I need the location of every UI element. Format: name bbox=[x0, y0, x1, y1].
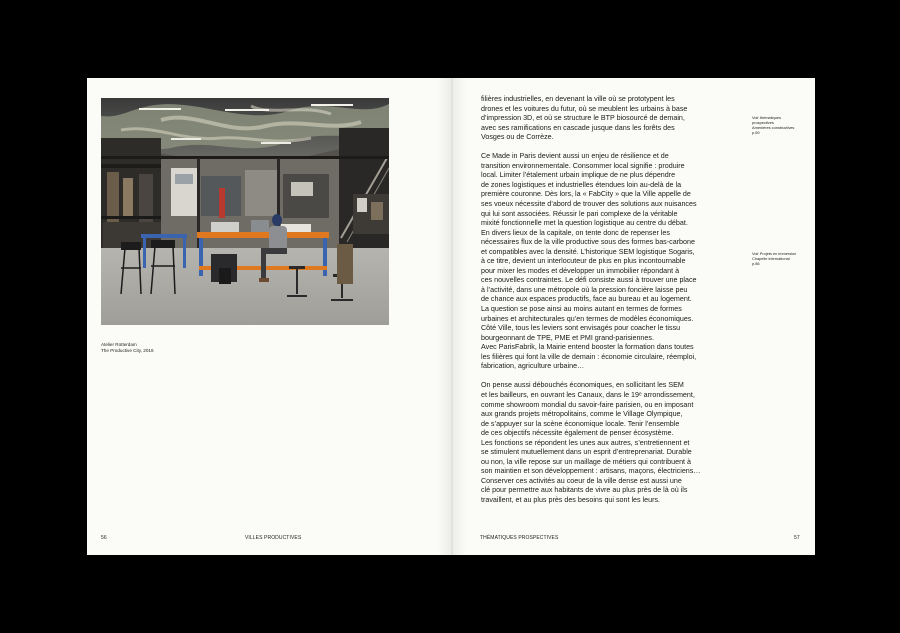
caption-line: The Productive City, 2016 bbox=[101, 348, 154, 353]
caption-line: Atelier Rotterdam bbox=[101, 342, 137, 347]
sidenote-thematiques bbox=[752, 116, 794, 136]
left-folio-number: 56 bbox=[101, 535, 107, 541]
text-line: clé pour permettre aux habitants de vivre au plus près de là où ils bbox=[481, 486, 688, 495]
text-line: se stimulent mutuellement dans un esprit d’entreprenariat. Durable bbox=[481, 448, 692, 457]
text-line: travaillent, et au plus près des besoins qui sont les leurs. bbox=[481, 495, 661, 504]
paragraph-2 bbox=[481, 152, 751, 372]
text-line: d’impression 3D, et où se structure le BTP biosourcé de demain, bbox=[481, 114, 685, 123]
text-line: mixité fonctionnelle met la question logistique au centre du débat. bbox=[481, 219, 688, 228]
left-running-head: VILLES PRODUCTIVES bbox=[245, 535, 302, 541]
text-line: nécessaires flux de la ville productive sous des formes bas-carbone bbox=[481, 238, 695, 247]
text-line: drones et les voitures du futur, où se meublent les urbains à base bbox=[481, 104, 688, 113]
sidenote-line: Voir thématiques bbox=[752, 115, 781, 120]
right-running-head: THÉMATIQUES PROSPECTIVES bbox=[480, 535, 559, 541]
text-line: filières industrielles, en devenant la ville où se prototypent les bbox=[481, 95, 675, 103]
text-line: son maintien et son développement : artisans, maçons, électriciens… bbox=[481, 467, 701, 476]
sidenote-line: p.69 bbox=[752, 129, 760, 135]
text-line: Avec ParisFabrik, la Mairie entend booster la formation dans toutes bbox=[481, 343, 694, 352]
sidenote-line: p.86 bbox=[752, 260, 760, 266]
sidenote-line: Amenières constructives bbox=[752, 124, 795, 130]
text-line: de chance aux espaces productifs, face au bureau et au logement. bbox=[481, 295, 692, 304]
text-line: fabrication, agriculture urbaine… bbox=[481, 362, 585, 371]
text-line: transition environnementale. Consommer local signifie : produire bbox=[481, 161, 685, 170]
text-line: Vosges ou de Corrèze. bbox=[481, 133, 554, 142]
paragraph-3 bbox=[481, 381, 751, 505]
text-line: comme showroom mondial du savoir-faire parisien, ou en imposant bbox=[481, 400, 694, 409]
text-line: On pense aussi débouchés économiques, en sollicitant les SEM bbox=[481, 381, 684, 390]
text-line: local. Limiter l’étalement urbain implique de ne plus dépendre bbox=[481, 171, 676, 180]
text-line: première couronne. Dès lors, la « FabCity » que la Ville appelle de bbox=[481, 190, 691, 199]
sidenote-line: Chapelle international bbox=[752, 255, 790, 261]
text-line: ou non, la ville repose sur un maillage de métiers qui contribuent à bbox=[481, 457, 691, 466]
text-line: aux grands projets métropolitains, comme le Village Olympique, bbox=[481, 410, 683, 419]
text-line: et compatibles avec la densité. L’historique SEM logistique Sogaris, bbox=[481, 247, 695, 256]
text-line: de zones logistiques et industrielles étendues loin au-delà de la bbox=[481, 180, 682, 189]
text-line: les filières qui font la ville de demain : économie circulaire, réemploi, bbox=[481, 352, 697, 361]
text-line: Ce Made in Paris devient aussi un enjeu de résilience et de bbox=[481, 152, 669, 161]
text-line: qui lui sont associées. Réussir le pari complexe de la véritable bbox=[481, 209, 678, 218]
text-line: Les fonctions se répondent les unes aux autres, s’entretiennent et bbox=[481, 438, 690, 447]
right-folio-number: 57 bbox=[794, 535, 800, 541]
sidenote-line: Voir Projets en immersion bbox=[752, 251, 797, 256]
paragraph-1 bbox=[481, 95, 751, 143]
text-line: et les bailleurs, en ouvrant les Canaux, dans le 19ᵉ arrondissement, bbox=[481, 390, 695, 399]
text-line: La question se pose ainsi au moins autant en termes de formes bbox=[481, 305, 682, 314]
photo-caption bbox=[101, 342, 154, 354]
text-line: à ce titre, devient un interlocuteur de plus en plus incontournable bbox=[481, 257, 686, 266]
text-line: ces nouvelles contraintes. Le défi consiste aussi à trouver une place bbox=[481, 276, 697, 285]
text-line: avec ses ramifications en cascade jusque dans les forêts des bbox=[481, 123, 675, 132]
workshop-photo-illustration bbox=[101, 98, 389, 325]
workshop-photo bbox=[101, 98, 389, 325]
text-line: de s’appuyer sur la scène économique locale. Tenir l’ensemble bbox=[481, 419, 680, 428]
sidenote-line: prospectives bbox=[752, 119, 774, 125]
text-line: urbaines et architecturales qu’en termes de modèles économiques. bbox=[481, 314, 694, 323]
text-line: Conserver ces activités au coeur de la ville dense est aussi une bbox=[481, 476, 682, 485]
text-line: Côté Ville, tous les leviers sont envisagés pour coacher le tissu bbox=[481, 324, 681, 333]
text-line: de ces objectifs nécessite également de penser écosystème. bbox=[481, 429, 674, 438]
text-line: bourgeonnant de TPE, PME et PMI grand-parisiennes. bbox=[481, 333, 654, 342]
text-line: pour mixer les modes et développer un immobilier répondant à bbox=[481, 266, 680, 275]
book-gutter bbox=[437, 78, 467, 555]
sidenote-projets bbox=[752, 252, 796, 267]
text-line: ses voeux nécessite d’abord de trouver des solutions aux nuisances bbox=[481, 200, 697, 209]
body-text bbox=[481, 95, 751, 515]
text-line: à l’activité, dans une métropole où la pression foncière laisse peu bbox=[481, 285, 688, 294]
text-line: En divers lieux de la capitale, on tente donc de repenser les bbox=[481, 228, 670, 237]
